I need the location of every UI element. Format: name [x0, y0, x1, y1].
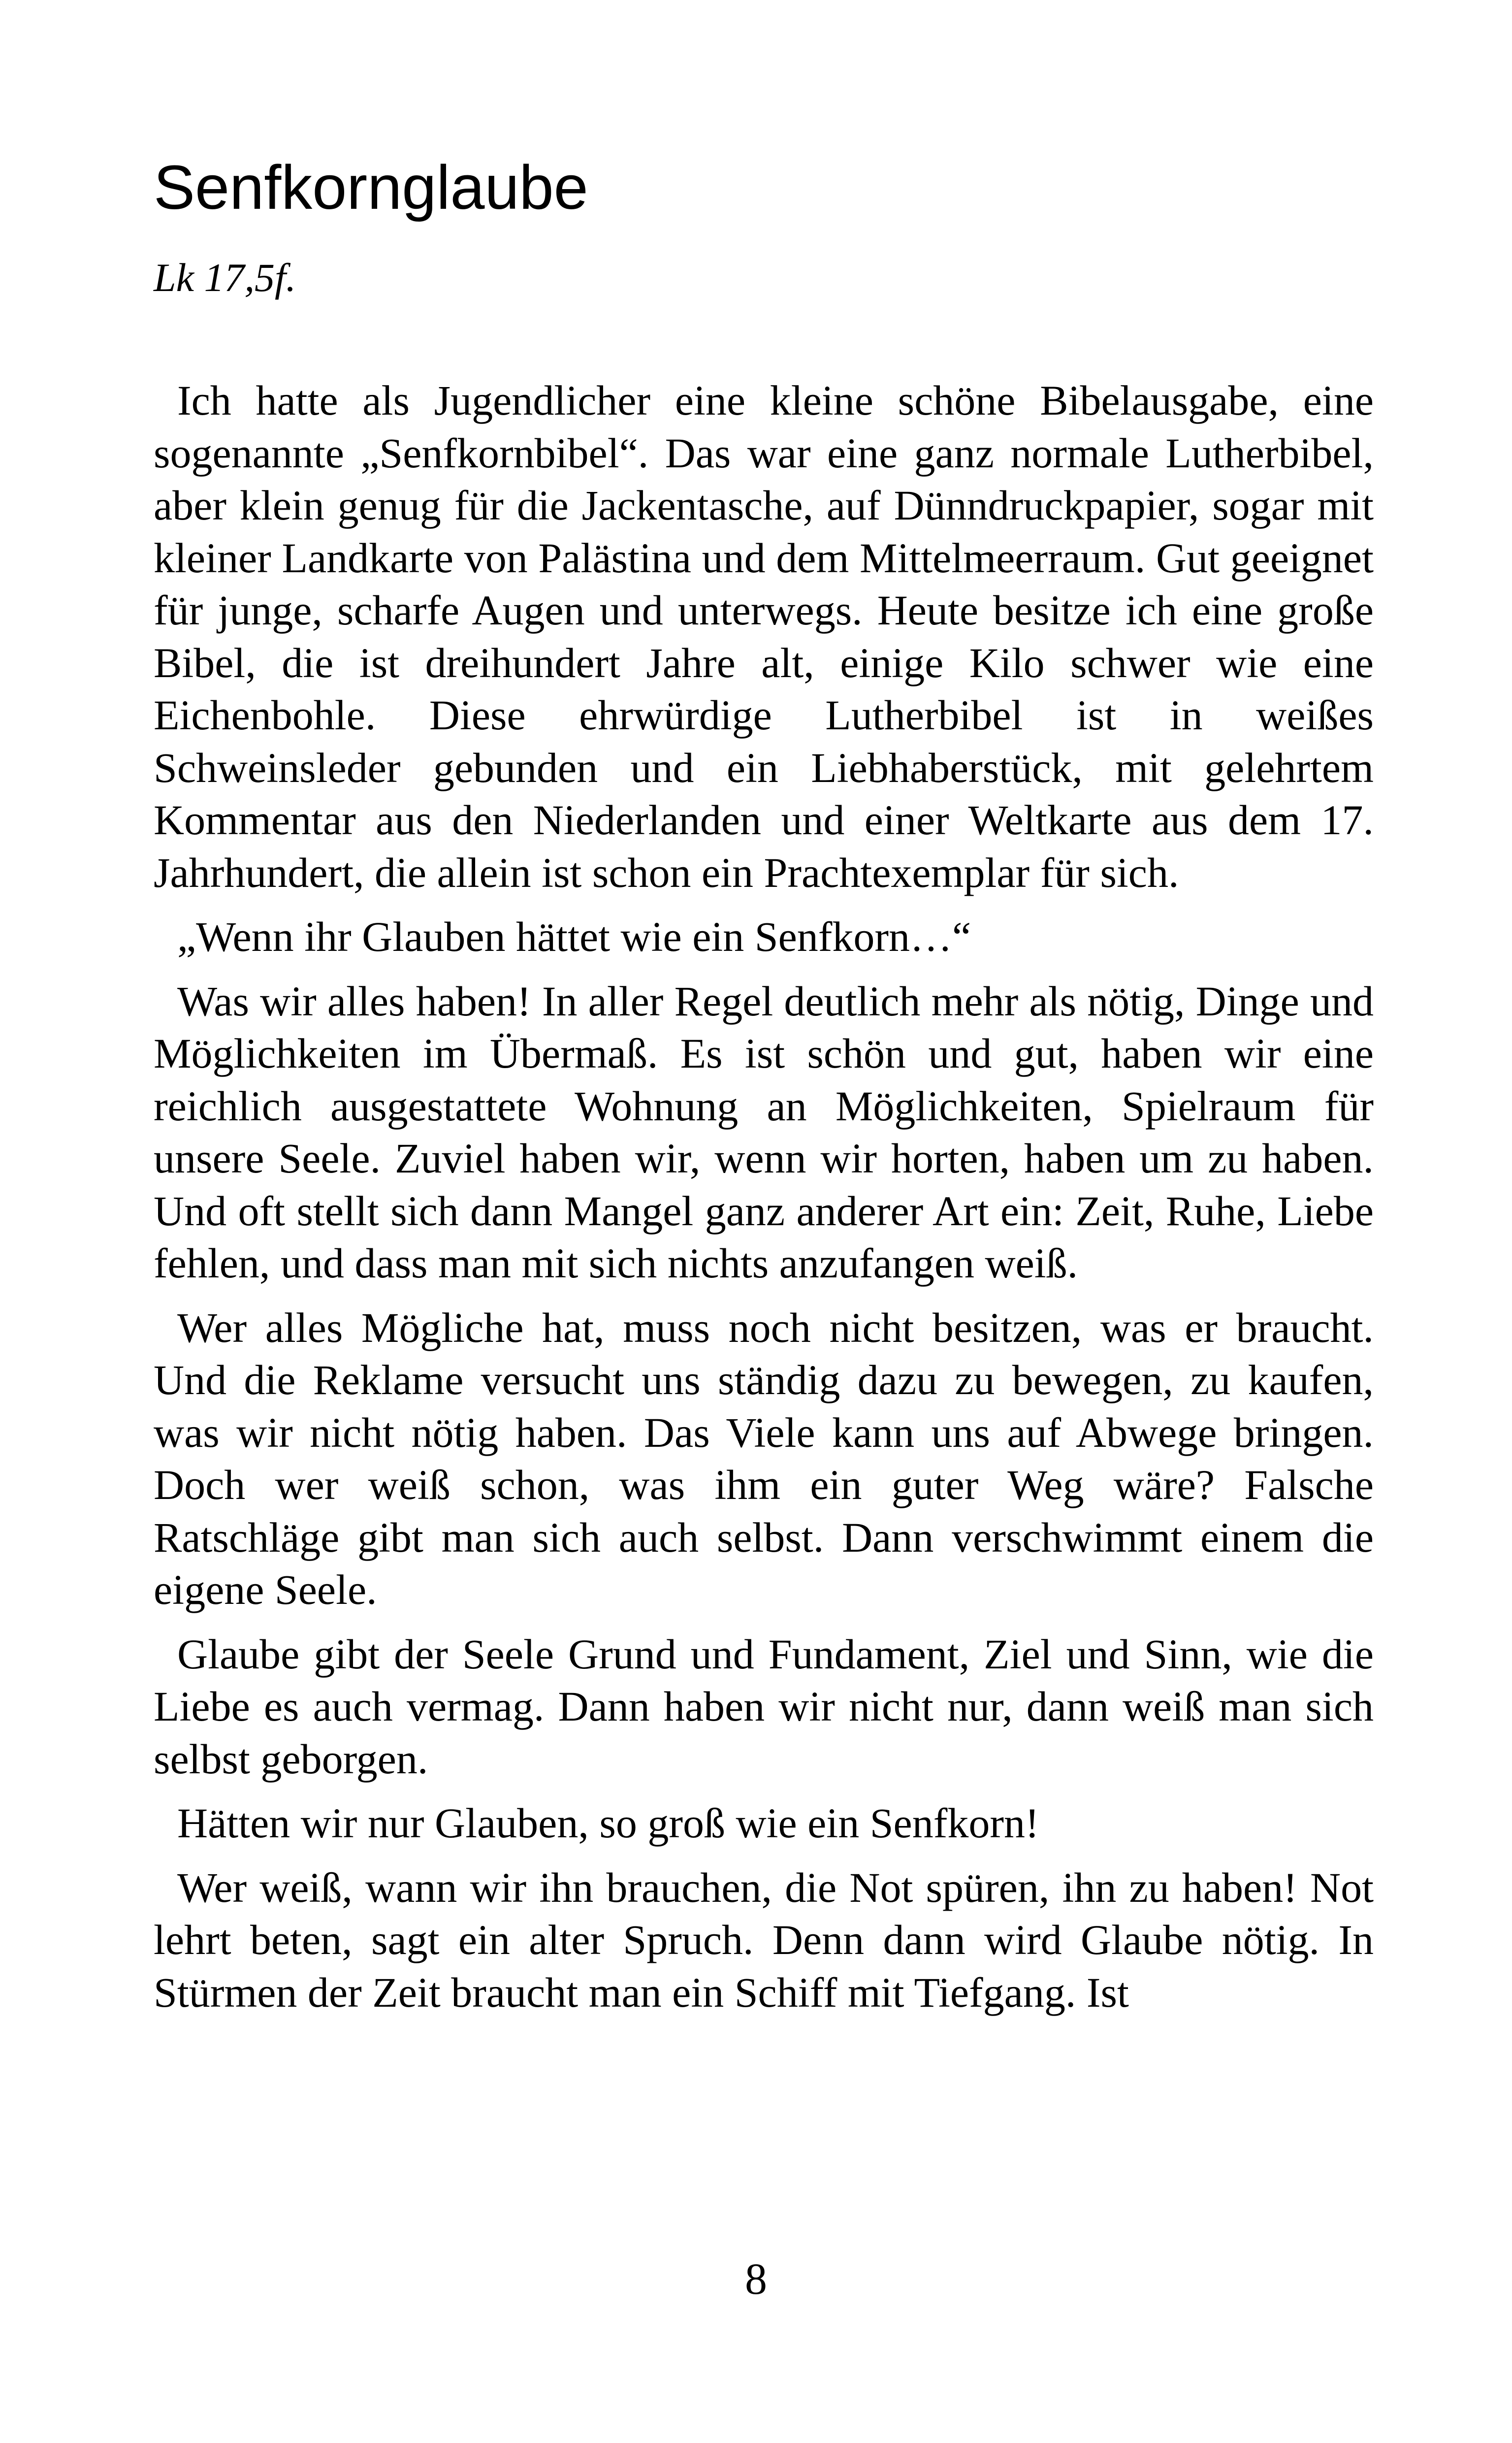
paragraph-need: Wer weiß, wann wir ihn brauchen, die Not spüren, ihn zu haben! Not lehrt beten, sagt ein alter Spruch. Denn dann wird Glaube nötig. In Stürmen der Zeit braucht man ein Schiff mit Tiefgang. Ist	[154, 1863, 1374, 2016]
paragraph-faith: Glaube gibt der Seele Grund und Fundament, Ziel und Sinn, wie die Liebe es auch vermag. Dann haben wir nicht nur, dann weiß man sich selbst geborgen.	[154, 1630, 1374, 1783]
bible-reference: Lk 17,5f.	[154, 255, 296, 300]
chapter-title: Senfkornglaube	[154, 153, 588, 222]
page-number: 8	[745, 2255, 767, 2304]
body-text	[154, 374, 1374, 2030]
paragraph-mustard-seed: Hätten wir nur Glauben, so groß wie ein Senfkorn!	[177, 1799, 1039, 1847]
paragraph-abundance: Was wir alles haben! In aller Regel deutlich mehr als nötig, Dinge und Möglichkeiten im Übermaß. Es ist schön und gut, haben wir eine reichlich ausgestattete Wohnung an Möglichkeiten, Spielraum für unsere Seele. Zuviel haben wir, wenn wir horten, haben um zu haben. Und oft stellt sich dann Mangel ganz anderer Art ein: Zeit, Ruhe, Liebe fehlen, und dass man mit sich nichts anzufangen weiß.	[154, 977, 1374, 1287]
paragraph-possessions: Wer alles Mögliche hat, muss noch nicht besitzen, was er braucht. Und die Reklame versucht uns ständig dazu zu bewegen, zu kaufen, was wir nicht nötig haben. Das Viele kann uns auf Abwege bringen. Doch wer weiß schon, was ihm ein guter Weg wäre? Falsche Ratschläge gibt man sich auch selbst. Dann verschwimmt einem die eigene Seele.	[154, 1303, 1374, 1613]
paragraph-quote: „Wenn ihr Glauben hättet wie ein Senfkorn…“	[177, 913, 971, 960]
paragraph-intro: Ich hatte als Jugendlicher eine kleine schöne Bibelausgabe, eine sogenannte „Senfkornbibel“. Das war eine ganz normale Lutherbibel, aber klein genug für die Jackentasche, auf Dünndruckpapier, sogar mit kleiner Landkarte von Palästina und dem Mittelmeerraum. Gut geeignet für junge, scharfe Augen und unterwegs. Heute besitze ich eine große Bibel, die ist dreihundert Jahre alt, einige Kilo schwer wie eine Eichenbohle. Diese ehrwürdige Lutherbibel ist in weißes Schweinsleder gebunden und ein Liebhaberstück, mit gelehrtem Kommentar aus den Niederlanden und einer Weltkarte aus dem 17. Jahrhundert, die allein ist schon ein Prachtexemplar für sich.	[154, 377, 1374, 896]
